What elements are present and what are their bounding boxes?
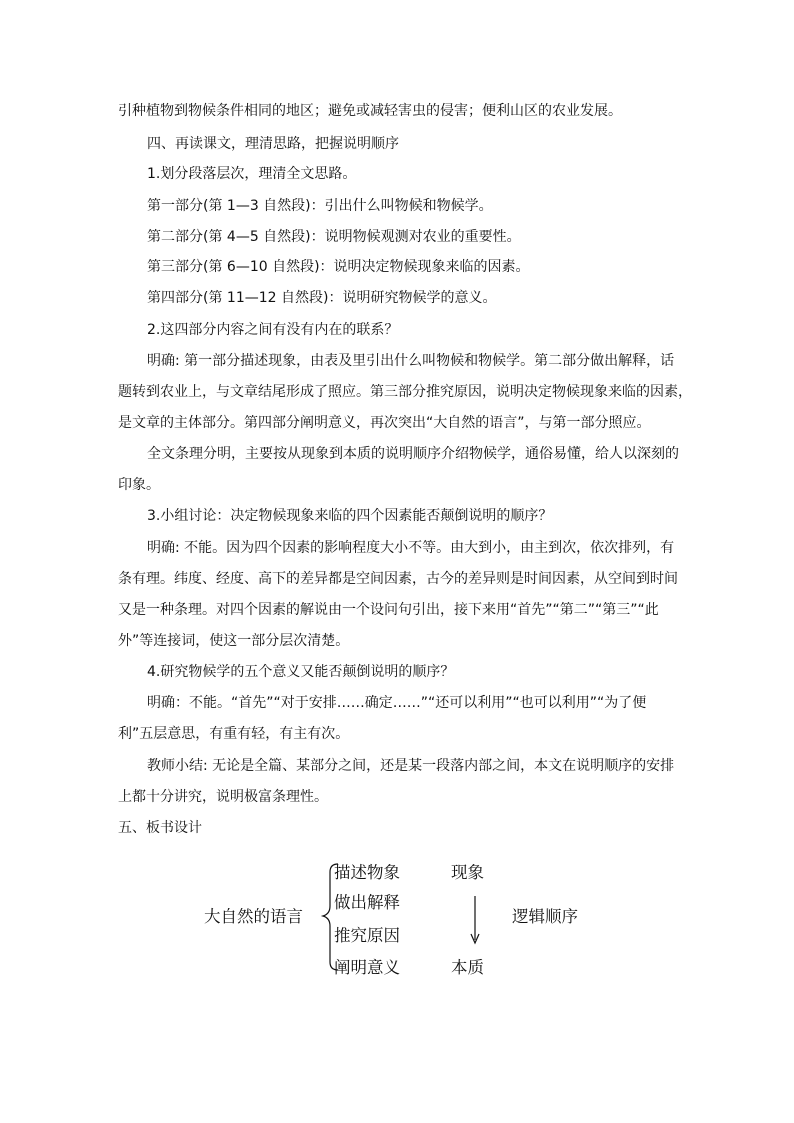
board-top-label: 现象	[451, 863, 484, 882]
text-line-9: 明确: 第一部分描述现象，由表及里引出什么叫物候和物候学。第二部分做出解释，话	[147, 353, 675, 369]
section-heading-5: 五、板书设计	[118, 820, 202, 836]
text-line-14: 3.小组讨论：决定物候现象来临的四个因素能否颠倒说明的顺序？	[147, 508, 553, 524]
text-line-19: 4.研究物候学的五个意义又能否颠倒说明的顺序？	[147, 664, 455, 680]
board-topic: 大自然的语言	[204, 907, 303, 926]
board-step-4: 阐明意义	[334, 958, 400, 977]
text-line-18: 外”等连接词，使这一部分层次清楚。	[118, 633, 350, 649]
section-heading-4: 四、再读课文，理清思路，把握说明顺序	[147, 136, 399, 152]
text-line-20: 明确：不能。“首先”“对于安排……确定……”“还可以利用”“也可以利用”“为了便	[147, 695, 647, 711]
text-line-3: 1.划分段落层次，理清全文思路。	[147, 166, 357, 182]
text-line-23: 上都十分讲究，说明极富条理性。	[118, 789, 328, 805]
text-line-13: 印象。	[118, 477, 160, 493]
text-line-7: 第四部分(第 11—12 自然段)：说明研究物候学的意义。	[147, 290, 497, 306]
text-line-22: 教师小结: 无论是全篇、某部分之间，还是某一段落内部之间，本文在说明顺序的安排	[147, 758, 675, 774]
text-line-21: 利”五层意思，有重有轻，有主有次。	[118, 726, 350, 742]
text-line-10: 题转到农业上，与文章结尾形成了照应。第三部分推究原因，说明决定物候现象来临的因素，	[118, 384, 692, 400]
text-line-16: 条有理。纬度、经度、高下的差异都是空间因素，古今的差异则是时间因素，从空间到时间	[118, 571, 678, 587]
text-line-17: 又是一种条理。对四个因素的解说由一个设问句引出，接下来用“首先”“第二”“第三”“此	[118, 602, 659, 618]
text-line-4: 第一部分(第 1—3 自然段)：引出什么叫物候和物候学。	[147, 198, 493, 214]
board-order-label: 逻辑顺序	[512, 907, 578, 926]
text-line-1: 引种植物到物候条件相同的地区；避免或减轻害虫的侵害；便利山区的农业发展。	[118, 103, 622, 119]
board-bottom-label: 本质	[451, 958, 484, 977]
board-step-1: 描述物象	[334, 863, 400, 882]
text-line-15: 明确: 不能。因为四个因素的影响程度大小不等。由大到小，由主到次，依次排列，有	[147, 540, 675, 556]
text-line-8: 2.这四部分内容之间有没有内在的联系？	[147, 322, 399, 338]
board-step-3: 推究原因	[334, 926, 400, 945]
board-step-2: 做出解释	[334, 893, 400, 912]
text-line-11: 是文章的主体部分。第四部分阐明意义，再次突出“大自然的语言”，与第一部分照应。	[118, 415, 651, 431]
text-line-6: 第三部分(第 6—10 自然段)：说明决定物候现象来临的因素。	[147, 259, 530, 275]
text-line-12: 全文条理分明，主要按从现象到本质的说明顺序介绍物候学，通俗易懂，给人以深刻的	[147, 446, 679, 462]
text-line-5: 第二部分(第 4—5 自然段)：说明物候观测对农业的重要性。	[147, 229, 521, 245]
